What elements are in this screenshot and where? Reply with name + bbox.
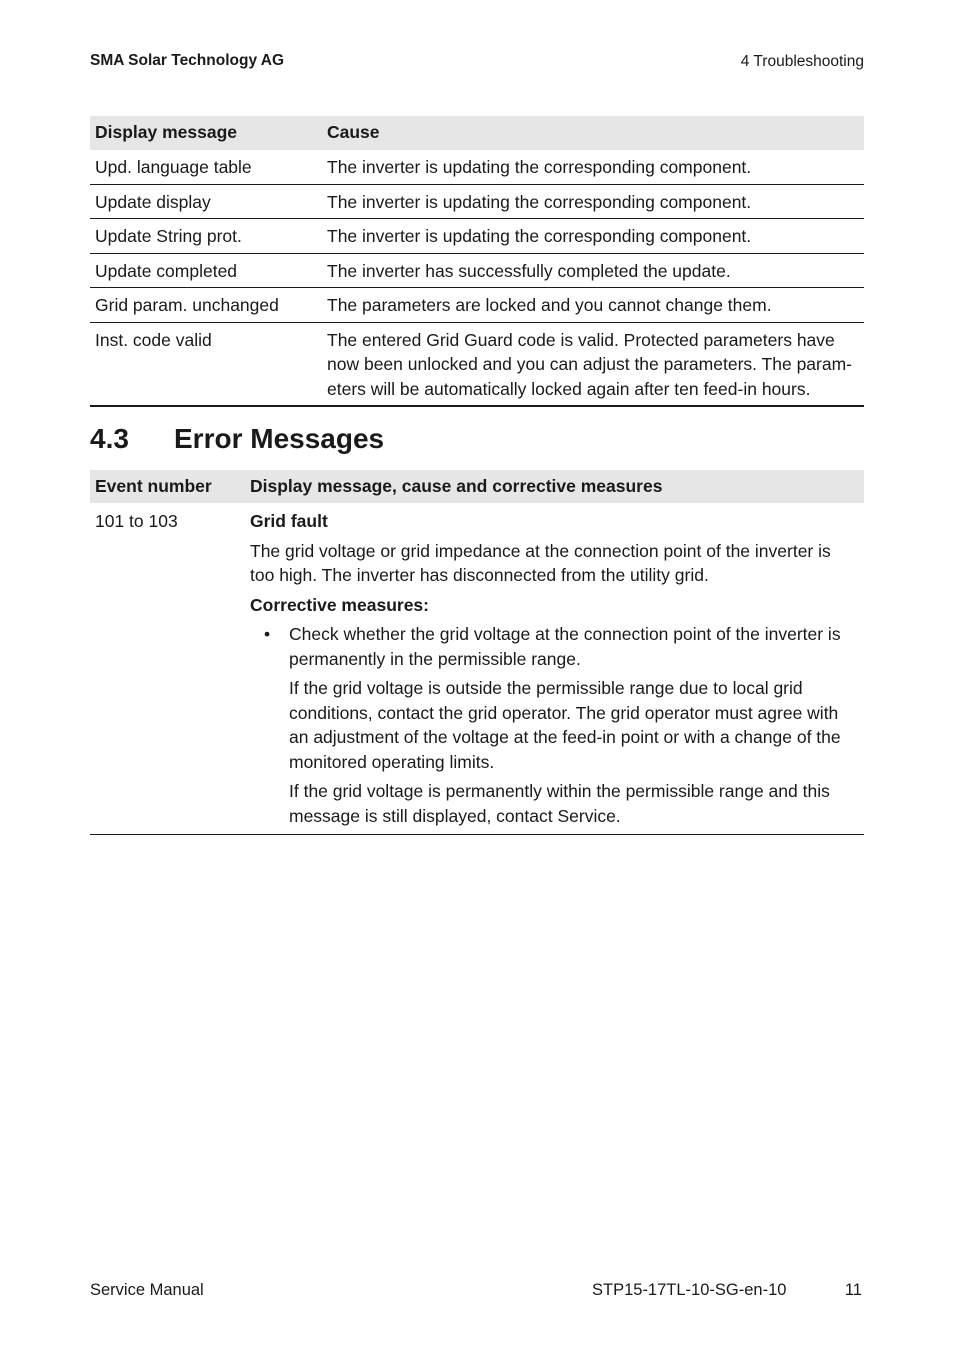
table-row (90, 150, 864, 184)
section-title: Error Messages (174, 423, 385, 454)
error-message-table (90, 470, 864, 835)
table-row (90, 288, 864, 323)
column-header-event-number: Event number (90, 470, 245, 503)
table-header-row (90, 116, 864, 150)
corrective-measures-list (250, 622, 859, 671)
error-description-cell (245, 503, 864, 835)
error-cause: The grid voltage or grid impedance at the connection point of the inverter is too high. The inverter has disconnected from the utility grid. (250, 540, 831, 585)
section-number: 4.3 (90, 423, 129, 454)
cause-cell: The inverter is updating the corresponding component. (322, 219, 864, 254)
cause-cell: The inverter has successfully completed the update. (322, 253, 864, 288)
footer-doc-type: Service Manual (90, 1281, 204, 1299)
display-message-cell: Update display (90, 184, 322, 219)
cause-cell: The inverter is updating the corresponding component. (322, 184, 864, 219)
measure-note: If the grid voltage is permanently within the permissible range and this message is still displayed, contact Service. (289, 781, 830, 826)
table-row (90, 184, 864, 219)
cause-cell: The inverter is updating the corresponding component. (322, 150, 864, 184)
table-row (90, 219, 864, 254)
table-row (90, 322, 864, 406)
error-title: Grid fault (250, 511, 328, 531)
bullet-icon: • (264, 624, 271, 644)
table-header-row (90, 470, 864, 503)
page-number: 11 (844, 1281, 862, 1299)
column-header-description: Display message, cause and corrective measures (245, 470, 864, 503)
measure-note: If the grid voltage is outside the permissible range due to local grid conditions, contact the grid operator. The grid operator must agree with an adjustment of the voltage at the feed-in point or with a change of the monitored operating limits. (289, 678, 841, 772)
column-header-display-message: Display message (90, 116, 322, 150)
cause-cell: The entered Grid Guard code is valid. Protected parameters have now been unlocked and you can adjust the parameters. The param-eters will be automatically locked again after ten feed-in hours. (322, 322, 864, 406)
display-message-cell: Upd. language table (90, 150, 322, 184)
header-company: SMA Solar Technology AG (90, 52, 285, 69)
display-message-cell: Inst. code valid (90, 322, 322, 406)
display-message-cell: Update completed (90, 253, 322, 288)
table-row (90, 503, 864, 835)
column-header-cause: Cause (322, 116, 864, 150)
status-message-table (90, 116, 864, 407)
table-row (90, 253, 864, 288)
display-message-cell: Update String prot. (90, 219, 322, 254)
cause-cell: The parameters are locked and you cannot change them. (322, 288, 864, 323)
header-chapter: 4 Troubleshooting (740, 53, 864, 70)
list-item (250, 622, 859, 671)
measure-text: Check whether the grid voltage at the connection point of the inverter is permanently in the permissible range. (289, 624, 841, 669)
corrective-measures-label: Corrective measures: (250, 594, 429, 615)
footer-doc-code: STP15-17TL-10-SG-en-10 (592, 1281, 787, 1299)
event-number-cell: 101 to 103 (90, 503, 245, 835)
section-heading (90, 423, 384, 455)
display-message-cell: Grid param. unchanged (90, 288, 322, 323)
